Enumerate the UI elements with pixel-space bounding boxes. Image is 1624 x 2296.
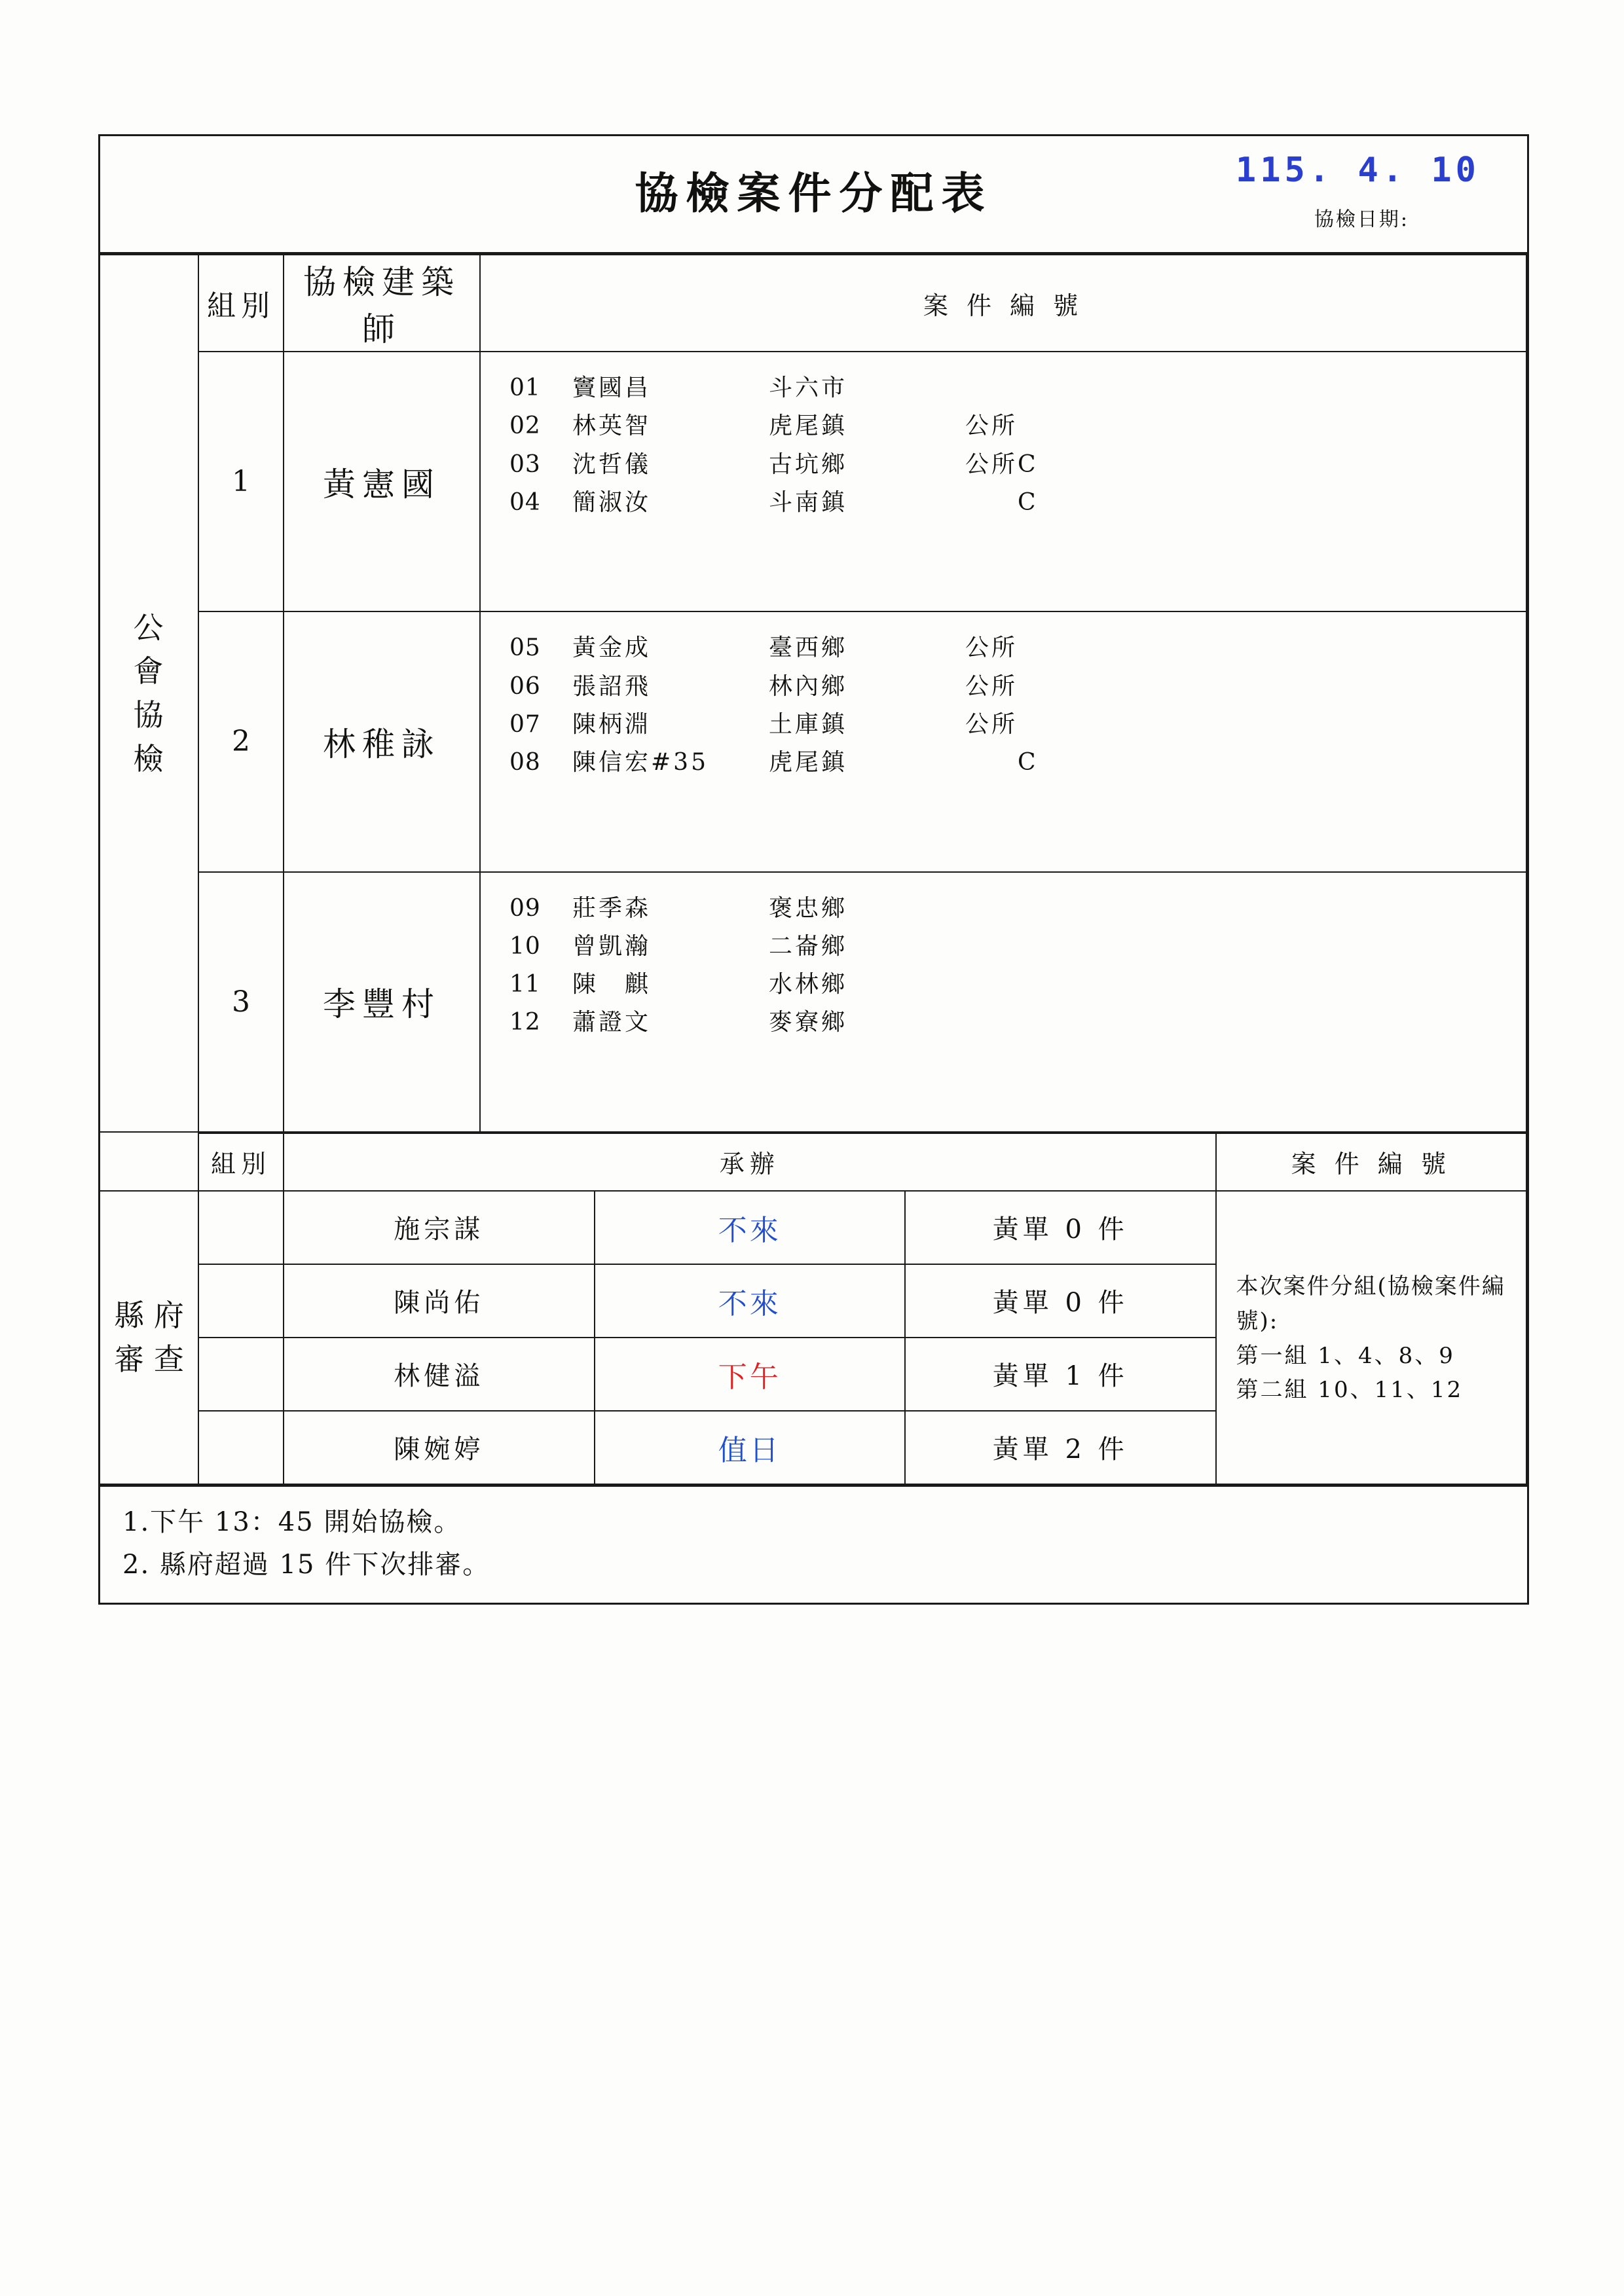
group-number: 3 — [198, 872, 284, 1132]
case-location: 林內鄉 — [769, 672, 848, 700]
header-architect: 協檢建築師 — [284, 255, 480, 352]
case-location: 古坑鄉 — [769, 450, 848, 478]
county-side-label — [100, 1191, 198, 1484]
form-sheet — [98, 134, 1529, 1605]
date-stamp: 115. 4. 10 — [1235, 151, 1480, 190]
case-applicant: 曾凱瀚 — [572, 932, 652, 960]
staff-status: 不來 — [595, 1191, 906, 1264]
staff-name: 林健溢 — [284, 1338, 595, 1411]
case-number: 05 — [509, 634, 541, 662]
county-header-spacer — [100, 1133, 198, 1191]
case-item — [509, 928, 1526, 966]
staff-name: 陳尚佑 — [284, 1264, 595, 1338]
case-location: 臺西鄉 — [769, 634, 848, 662]
staff-case-count: 黃單 0 件 — [905, 1264, 1216, 1338]
association-side-label — [100, 255, 198, 1132]
table-row — [100, 611, 1526, 871]
case-number: 02 — [509, 412, 541, 440]
case-location: 斗南鎮 — [769, 488, 848, 516]
county-review-table — [100, 1133, 1527, 1485]
county-label-char-4: 查 — [153, 1341, 184, 1377]
county-label-char-3: 審 — [114, 1341, 145, 1377]
case-list-spacer — [509, 522, 1526, 594]
association-header-row — [100, 255, 1526, 352]
case-item — [509, 484, 1526, 522]
staff-case-count: 黃單 0 件 — [905, 1191, 1216, 1264]
case-location: 褒忠鄉 — [769, 894, 848, 922]
case-item — [509, 446, 1526, 484]
county-group-cell — [198, 1338, 284, 1411]
case-location: 水林鄉 — [769, 971, 848, 998]
case-number: 11 — [509, 971, 541, 998]
case-applicant: 林英智 — [572, 412, 652, 440]
case-number: 12 — [509, 1009, 541, 1036]
case-item — [509, 629, 1526, 667]
case-item — [509, 744, 1526, 782]
title-bar — [100, 136, 1527, 254]
table-row — [100, 352, 1526, 611]
case-list — [480, 352, 1526, 611]
county-header-case-no: 案 件 編 號 — [1216, 1133, 1527, 1191]
case-applicant: 莊季森 — [572, 894, 652, 922]
case-list — [480, 872, 1526, 1132]
case-note: 公所 — [965, 412, 1018, 440]
association-table — [100, 254, 1527, 1133]
case-list-spacer — [509, 1042, 1526, 1114]
side-label-char-3: 協 — [133, 697, 165, 733]
architect-name: 林稚詠 — [284, 611, 480, 871]
county-group-cell — [198, 1264, 284, 1338]
case-note: 公所 — [965, 672, 1018, 700]
county-label-char-2: 府 — [153, 1298, 184, 1334]
case-location: 斗六市 — [769, 374, 848, 401]
case-number: 01 — [509, 374, 541, 401]
case-grouping-note — [1216, 1191, 1527, 1484]
footnote-line-2: 2. 縣府超過 15 件下次排審。 — [122, 1549, 490, 1580]
side-label-char-1: 公 — [133, 610, 165, 646]
case-applicant: 蕭證文 — [572, 1009, 652, 1036]
case-number: 08 — [509, 749, 541, 776]
county-label-char-1: 縣 — [114, 1298, 145, 1334]
grouping-note-line-2: 第二組 10、11、12 — [1236, 1377, 1464, 1404]
footnote-line-1: 1.下午 13：45 開始協檢。 — [122, 1506, 462, 1537]
case-item — [509, 706, 1526, 744]
case-item — [509, 890, 1526, 928]
county-header-row — [100, 1133, 1526, 1191]
date-label: 協檢日期: — [1314, 208, 1409, 231]
staff-case-count: 黃單 2 件 — [905, 1411, 1216, 1484]
case-location: 虎尾鎮 — [769, 412, 848, 440]
case-note: 公所 — [965, 710, 1018, 738]
case-applicant: 簡淑汝 — [572, 488, 652, 516]
group-number: 2 — [198, 611, 284, 871]
case-number: 04 — [509, 488, 541, 516]
case-number: 06 — [509, 672, 541, 700]
case-note: 公所C — [965, 450, 1039, 478]
header-case-no: 案 件 編 號 — [480, 255, 1526, 352]
case-applicant: 陳信宏#35 — [572, 749, 709, 776]
grouping-note-line-1: 第一組 1、4、8、9 — [1236, 1342, 1455, 1369]
county-group-cell — [198, 1411, 284, 1484]
case-applicant: 黃金成 — [572, 634, 652, 662]
case-location: 虎尾鎮 — [769, 749, 848, 776]
case-note: C — [965, 749, 1039, 776]
case-number: 10 — [509, 932, 541, 960]
group-number: 1 — [198, 352, 284, 611]
architect-name: 黃憲國 — [284, 352, 480, 611]
case-item — [509, 369, 1526, 407]
grouping-note-title: 本次案件分組(協檢案件編號): — [1236, 1273, 1505, 1335]
staff-status: 下午 — [595, 1338, 906, 1411]
case-number: 03 — [509, 450, 541, 478]
page-title: 協檢案件分配表 — [635, 168, 993, 219]
county-header-handler: 承辦 — [284, 1133, 1216, 1191]
side-label-char-4: 檢 — [133, 740, 165, 776]
case-item — [509, 966, 1526, 1004]
case-item — [509, 1004, 1526, 1042]
case-list-spacer — [509, 782, 1526, 854]
case-location: 二崙鄉 — [769, 932, 848, 960]
case-location: 土庫鎮 — [769, 710, 848, 738]
table-row — [100, 872, 1526, 1132]
staff-name: 施宗謀 — [284, 1191, 595, 1264]
case-applicant: 陳 麒 — [572, 971, 652, 998]
staff-name: 陳婉婷 — [284, 1411, 595, 1484]
case-location: 麥寮鄉 — [769, 1009, 848, 1036]
case-note: C — [965, 488, 1039, 516]
table-row — [100, 1191, 1526, 1264]
case-number: 09 — [509, 894, 541, 922]
case-list — [480, 611, 1526, 871]
county-group-cell — [198, 1191, 284, 1264]
architect-name: 李豐村 — [284, 872, 480, 1132]
case-applicant: 陳柄淵 — [572, 710, 652, 738]
footnotes — [100, 1485, 1527, 1603]
case-item — [509, 407, 1526, 445]
header-group: 組別 — [198, 255, 284, 352]
case-item — [509, 668, 1526, 706]
case-number: 07 — [509, 710, 541, 738]
staff-status: 不來 — [595, 1264, 906, 1338]
case-note: 公所 — [965, 634, 1018, 662]
staff-status: 值日 — [595, 1411, 906, 1484]
case-applicant: 張詔飛 — [572, 672, 652, 700]
case-applicant: 沈哲儀 — [572, 450, 652, 478]
side-label-char-2: 會 — [133, 653, 165, 689]
case-applicant: 竇國昌 — [572, 374, 652, 401]
county-header-group: 組別 — [198, 1133, 284, 1191]
staff-case-count: 黃單 1 件 — [905, 1338, 1216, 1411]
